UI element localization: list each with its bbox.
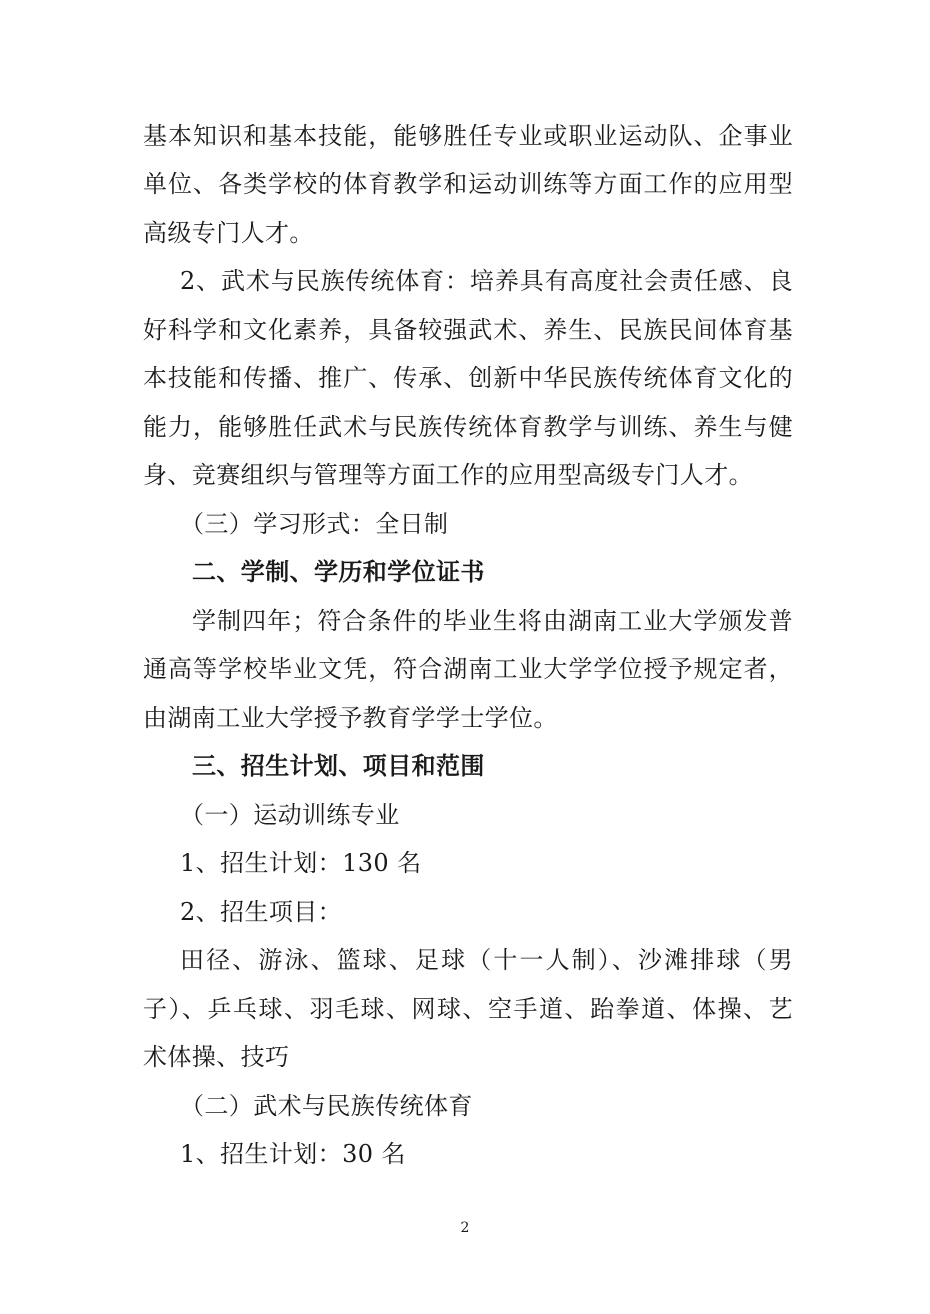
- body-text-line: 学制四年；符合条件的毕业生将由湖南工业大学颁发普: [192, 607, 793, 635]
- body-text-line: 单位、各类学校的体育教学和运动训练等方面工作的应用型: [143, 170, 793, 198]
- body-text-line: 好科学和文化素养，具备较强武术、养生、民族民间体育基: [143, 316, 793, 344]
- enrollment-items-label: 2、招生项目：: [180, 898, 343, 926]
- body-text-line: 子）、乒乓球、羽毛球、网球、空手道、跆拳道、体操、艺: [143, 995, 793, 1023]
- body-text-line: 术体操、技巧: [143, 1043, 290, 1071]
- body-text-line: 本技能和传播、推广、传承、创新中华民族传统体育文化的: [143, 364, 793, 392]
- subsection-study-form: （三）学习形式：全日制: [180, 510, 449, 538]
- subsection-sports-training: （一）运动训练专业: [180, 801, 400, 829]
- body-text-line: 田径、游泳、篮球、足球（十一人制）、沙滩排球（男: [180, 946, 793, 974]
- paragraph-item-2: 2、武术与民族传统体育：培养具有高度社会责任感、良: [180, 267, 793, 295]
- body-text-line: 由湖南工业大学授予教育学学士学位。: [143, 704, 558, 732]
- page-number: 2: [460, 1220, 470, 1236]
- body-text-line: 身、竞赛组织与管理等方面工作的应用型高级专门人才。: [143, 461, 753, 489]
- enrollment-plan-line: 1、招生计划：30 名: [180, 1140, 406, 1168]
- body-text-line: 高级专门人才。: [143, 219, 314, 247]
- body-text-line: 通高等学校毕业文凭，符合湖南工业大学学位授予规定者，: [143, 655, 793, 683]
- enrollment-plan-line: 1、招生计划：130 名: [180, 849, 422, 877]
- section-heading-three: 三、招生计划、项目和范围: [192, 752, 485, 780]
- body-text-line: 基本知识和基本技能，能够胜任专业或职业运动队、企事业: [143, 122, 793, 150]
- section-heading-two: 二、学制、学历和学位证书: [192, 558, 485, 586]
- body-text-line: 能力，能够胜任武术与民族传统体育教学与训练、养生与健: [143, 413, 793, 441]
- subsection-martial-arts: （二）武术与民族传统体育: [180, 1092, 473, 1120]
